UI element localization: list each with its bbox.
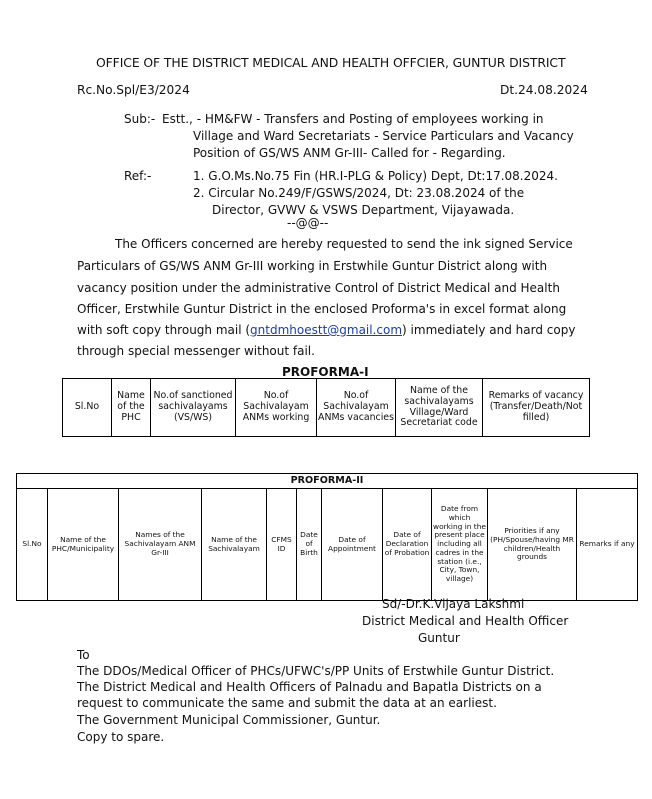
reference-line: 2. Circular No.249/F/GSWS/2024, Dt: 23.08.2024 of the (193, 186, 525, 200)
column-header: Remarks of vacancy (Transfer/Death/Not filled) (483, 379, 590, 437)
column-header: Date from which working in the present place including all cadres in the station (i.e., City, Town, village) (432, 489, 488, 601)
body-line: The Officers concerned are hereby requested to send the ink signed Service (115, 237, 573, 251)
separator: --@@-- (287, 216, 329, 230)
body-text: with soft copy through mail ( (77, 323, 251, 337)
column-header: Name of the PHC/Municipality (48, 489, 119, 601)
column-header: No.of sanctioned sachivalayams (VS/WS) (151, 379, 236, 437)
column-header: No.of Sachivalayam ANMs working (236, 379, 317, 437)
subject-line: Estt., - HM&FW - Transfers and Posting of employees working in (162, 112, 544, 126)
recipient-line: request to communicate the same and submit the data at an earliest. (77, 696, 497, 710)
signatory-designation: District Medical and Health Officer (362, 614, 569, 628)
column-header: Name of the Sachivalayam (202, 489, 267, 601)
body-line: vacancy position under the administrative Control of District Medical and Health (77, 281, 560, 295)
proforma1-title: PROFORMA-I (282, 365, 369, 379)
to-label: To (77, 648, 90, 662)
body-line (77, 323, 577, 337)
column-header: Date of Declaration of Probation (383, 489, 432, 601)
column-header: Name of the PHC (112, 379, 151, 437)
body-line: Officer, Erstwhile Guntur District in the enclosed Proforma's in excel format along (77, 302, 567, 316)
reference-line: Director, GVWV & VSWS Department, Vijayawada. (212, 203, 515, 217)
reference-label: Ref:- (124, 169, 152, 183)
letter-date: Dt.24.08.2024 (500, 83, 588, 97)
proforma2-table (16, 473, 638, 601)
subject-label: Sub:- (124, 112, 156, 126)
email-link[interactable]: gntdmhoestt@gmail.com (250, 323, 403, 337)
recipient-line: The Government Municipal Commissioner, Guntur. (77, 713, 381, 727)
proforma1-table (62, 378, 590, 437)
recipient-line: Copy to spare. (77, 730, 165, 744)
subject-line: Village and Ward Secretariats - Service Particulars and Vacancy (193, 129, 574, 143)
body-line: Particulars of GS/WS ANM Gr-III working in Erstwhile Guntur District along with (77, 259, 548, 273)
column-header: CFMS ID (267, 489, 297, 601)
column-header: No.of Sachivalayam ANMs vacancies (317, 379, 396, 437)
subject-line: Position of GS/WS ANM Gr-III- Called for - Regarding. (193, 146, 506, 160)
column-header: Names of the Sachivalayam ANM Gr-III (119, 489, 202, 601)
signatory-place: Guntur (418, 631, 460, 645)
body-line: through special messenger without fail. (77, 344, 315, 358)
reference-line: 1. G.O.Ms.No.75 Fin (HR.I-PLG & Policy) Dept, Dt:17.08.2024. (193, 169, 558, 183)
column-header: Date of Birth (297, 489, 322, 601)
recipient-line: The District Medical and Health Officers of Palnadu and Bapatla Districts on a (77, 680, 542, 694)
column-header: Name of the sachivalayams Village/Ward Secretariat code (396, 379, 483, 437)
signatory-name: Sd/-Dr.K.Vijaya Lakshmi (382, 597, 525, 611)
column-header: Date of Appointment (322, 489, 383, 601)
proforma2-title: PROFORMA-II (17, 474, 638, 489)
column-header: Priorities if any (PH/Spouse/having MR children/Health grounds (488, 489, 577, 601)
column-header: Sl.No (17, 489, 48, 601)
column-header: Remarks if any (577, 489, 638, 601)
body-text: ) immediately and hard copy (402, 323, 576, 337)
reference-number: Rc.No.Spl/E3/2024 (77, 83, 190, 97)
column-header: Sl.No (63, 379, 112, 437)
recipient-line: The DDOs/Medical Officer of PHCs/UFWC's/PP Units of Erstwhile Guntur District. (77, 664, 555, 678)
office-title: OFFICE OF THE DISTRICT MEDICAL AND HEALTH OFFCIER, GUNTUR DISTRICT (96, 55, 566, 70)
